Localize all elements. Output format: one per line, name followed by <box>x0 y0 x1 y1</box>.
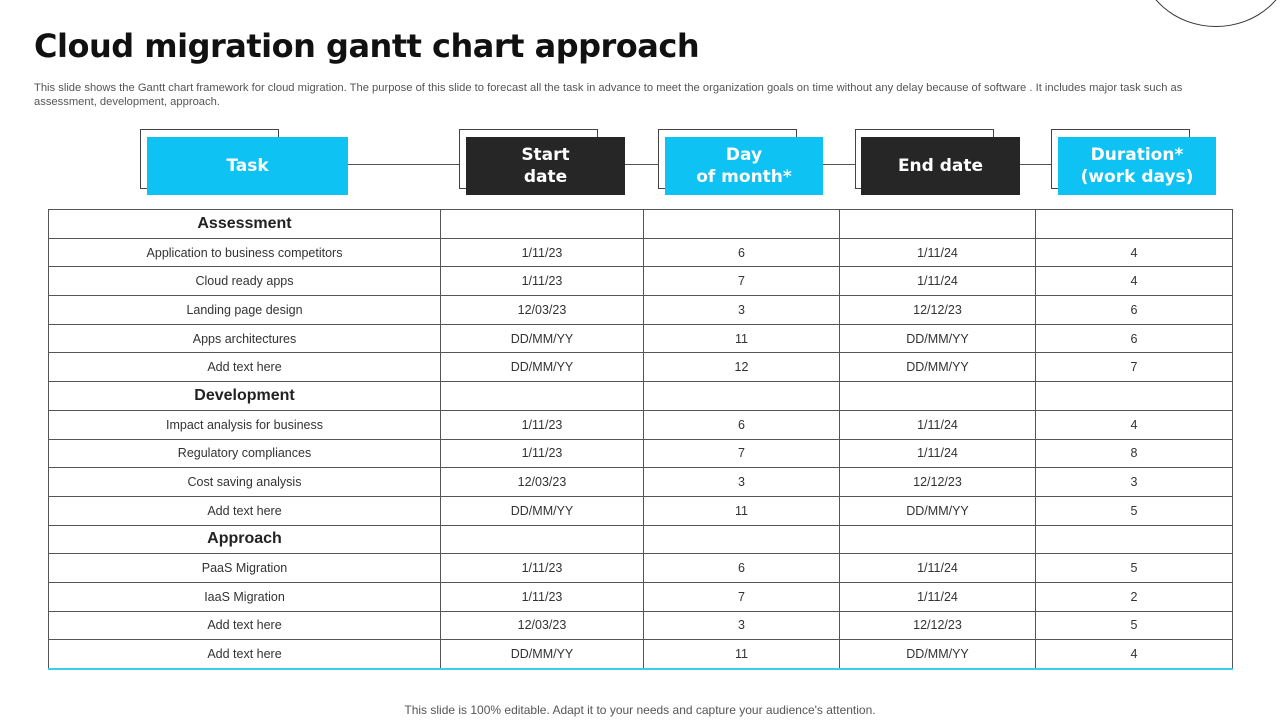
end-date-cell: 12/12/23 <box>840 468 1036 497</box>
task-cell: Cloud ready apps <box>49 267 441 296</box>
section-row <box>49 382 1233 411</box>
start-date-cell: DD/MM/YY <box>441 353 644 382</box>
table-row <box>49 238 1233 267</box>
day-of-month-cell: 12 <box>644 353 840 382</box>
task-cell: Cost saving analysis <box>49 468 441 497</box>
section-title: Assessment <box>49 210 441 239</box>
header-end-date: End date <box>861 137 1020 195</box>
day-of-month-cell: 3 <box>644 468 840 497</box>
duration-cell: 3 <box>1036 468 1233 497</box>
empty-cell <box>1036 525 1233 554</box>
table-row <box>49 324 1233 353</box>
slide-title: Cloud migration gantt chart approach <box>34 27 700 65</box>
day-of-month-cell: 3 <box>644 296 840 325</box>
empty-cell <box>644 382 840 411</box>
gantt-table <box>48 209 1233 670</box>
end-date-cell: 1/11/24 <box>840 410 1036 439</box>
table-row <box>49 611 1233 640</box>
decorative-circle <box>1140 0 1280 27</box>
duration-cell: 4 <box>1036 640 1233 669</box>
task-cell: IaaS Migration <box>49 582 441 611</box>
start-date-cell: 1/11/23 <box>441 554 644 583</box>
end-date-cell: 1/11/24 <box>840 439 1036 468</box>
empty-cell <box>644 210 840 239</box>
start-date-cell: 1/11/23 <box>441 238 644 267</box>
empty-cell <box>441 525 644 554</box>
empty-cell <box>644 525 840 554</box>
header-day-of-month: Day of month* <box>665 137 823 195</box>
table-row <box>49 554 1233 583</box>
table-row <box>49 468 1233 497</box>
end-date-cell: 12/12/23 <box>840 296 1036 325</box>
start-date-cell: 1/11/23 <box>441 582 644 611</box>
empty-cell <box>1036 210 1233 239</box>
empty-cell <box>441 382 644 411</box>
day-of-month-cell: 6 <box>644 410 840 439</box>
duration-cell: 5 <box>1036 554 1233 583</box>
end-date-cell: DD/MM/YY <box>840 496 1036 525</box>
end-date-cell: 1/11/24 <box>840 582 1036 611</box>
duration-cell: 2 <box>1036 582 1233 611</box>
task-cell: Impact analysis for business <box>49 410 441 439</box>
end-date-cell: 12/12/23 <box>840 611 1036 640</box>
section-title: Approach <box>49 525 441 554</box>
end-date-cell: DD/MM/YY <box>840 640 1036 669</box>
start-date-cell: 1/11/23 <box>441 410 644 439</box>
start-date-cell: 1/11/23 <box>441 267 644 296</box>
section-row <box>49 525 1233 554</box>
task-cell: Regulatory compliances <box>49 439 441 468</box>
empty-cell <box>840 382 1036 411</box>
start-date-cell: 12/03/23 <box>441 296 644 325</box>
task-cell: Add text here <box>49 611 441 640</box>
day-of-month-cell: 7 <box>644 582 840 611</box>
empty-cell <box>840 525 1036 554</box>
task-cell: Apps architectures <box>49 324 441 353</box>
day-of-month-cell: 3 <box>644 611 840 640</box>
day-of-month-cell: 6 <box>644 238 840 267</box>
table-row <box>49 353 1233 382</box>
duration-cell: 5 <box>1036 611 1233 640</box>
table-row <box>49 640 1233 669</box>
task-cell: Landing page design <box>49 296 441 325</box>
end-date-cell: DD/MM/YY <box>840 324 1036 353</box>
empty-cell <box>441 210 644 239</box>
task-cell: Add text here <box>49 640 441 669</box>
duration-cell: 5 <box>1036 496 1233 525</box>
section-row <box>49 210 1233 239</box>
day-of-month-cell: 11 <box>644 496 840 525</box>
header-task: Task <box>147 137 348 195</box>
table-row <box>49 410 1233 439</box>
header-duration: Duration* (work days) <box>1058 137 1216 195</box>
table-row <box>49 582 1233 611</box>
slide-footer: This slide is 100% editable. Adapt it to your needs and capture your audience's attention. <box>404 703 876 717</box>
day-of-month-cell: 11 <box>644 640 840 669</box>
duration-cell: 7 <box>1036 353 1233 382</box>
end-date-cell: 1/11/24 <box>840 267 1036 296</box>
end-date-cell: 1/11/24 <box>840 238 1036 267</box>
start-date-cell: DD/MM/YY <box>441 640 644 669</box>
header-start-date: Start date <box>466 137 625 195</box>
task-cell: Add text here <box>49 353 441 382</box>
end-date-cell: 1/11/24 <box>840 554 1036 583</box>
duration-cell: 4 <box>1036 267 1233 296</box>
task-cell: Application to business competitors <box>49 238 441 267</box>
start-date-cell: 12/03/23 <box>441 468 644 497</box>
empty-cell <box>840 210 1036 239</box>
start-date-cell: 12/03/23 <box>441 611 644 640</box>
table-row <box>49 296 1233 325</box>
day-of-month-cell: 7 <box>644 439 840 468</box>
day-of-month-cell: 6 <box>644 554 840 583</box>
start-date-cell: 1/11/23 <box>441 439 644 468</box>
task-cell: PaaS Migration <box>49 554 441 583</box>
header-connector <box>348 164 466 165</box>
slide-description: This slide shows the Gantt chart framework for cloud migration. The purpose of this slide to forecast all the task in advance to meet the organization goals on time without any delay because of software . It includes major task such as assessment, development, approach. <box>34 82 1183 108</box>
table-row <box>49 496 1233 525</box>
duration-cell: 4 <box>1036 410 1233 439</box>
start-date-cell: DD/MM/YY <box>441 496 644 525</box>
end-date-cell: DD/MM/YY <box>840 353 1036 382</box>
section-title: Development <box>49 382 441 411</box>
duration-cell: 8 <box>1036 439 1233 468</box>
duration-cell: 6 <box>1036 296 1233 325</box>
day-of-month-cell: 7 <box>644 267 840 296</box>
table-row <box>49 267 1233 296</box>
duration-cell: 4 <box>1036 238 1233 267</box>
day-of-month-cell: 11 <box>644 324 840 353</box>
task-cell: Add text here <box>49 496 441 525</box>
duration-cell: 6 <box>1036 324 1233 353</box>
table-row <box>49 439 1233 468</box>
start-date-cell: DD/MM/YY <box>441 324 644 353</box>
empty-cell <box>1036 382 1233 411</box>
